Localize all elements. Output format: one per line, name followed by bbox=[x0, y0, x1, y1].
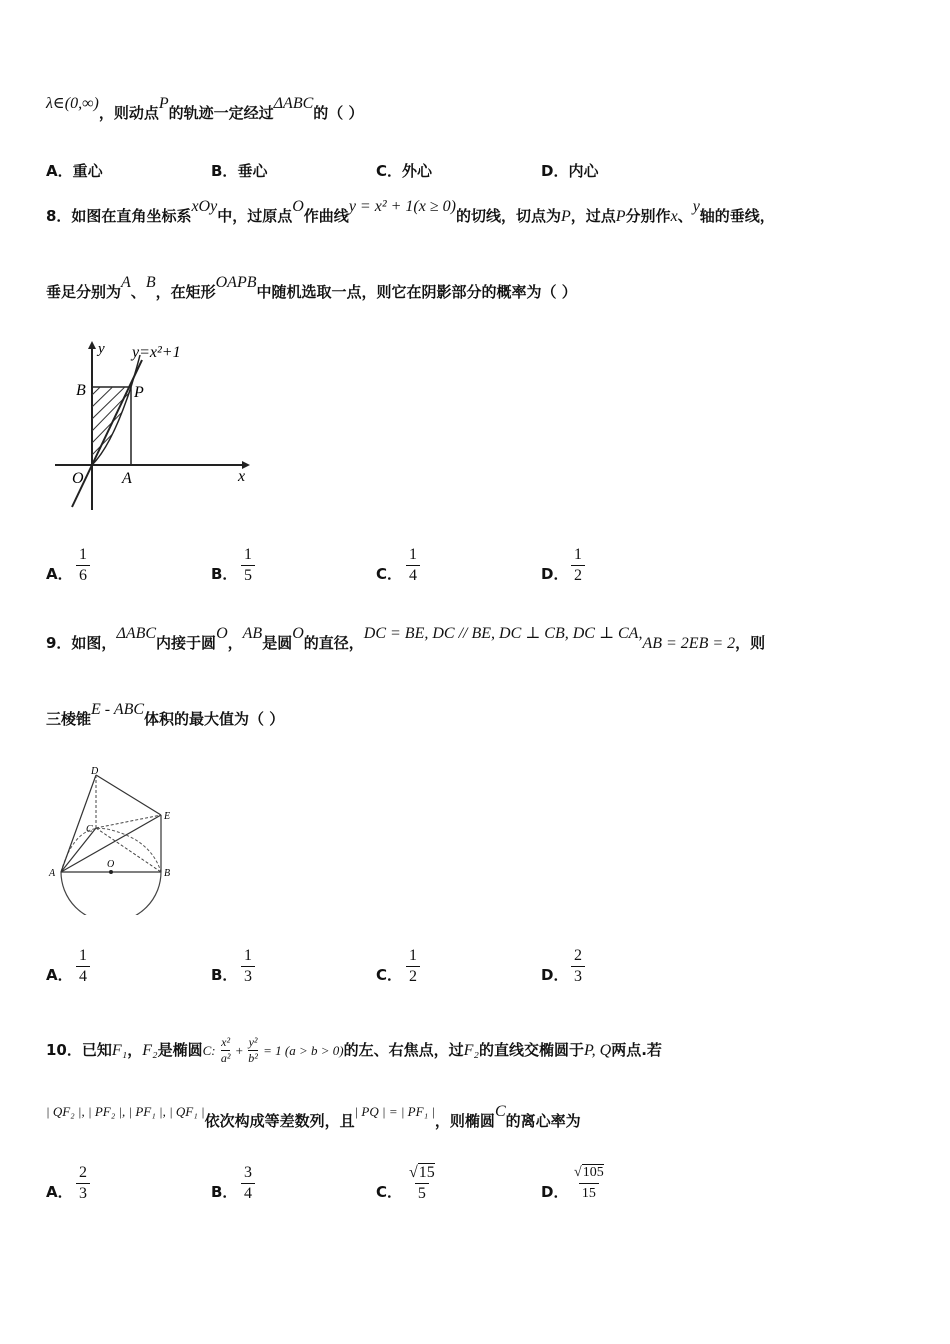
q8-stem-line-2 bbox=[46, 274, 577, 302]
q10-sequence: | QF₂ |, | PF₂ |, | PF₁ |, | QF₁ | bbox=[46, 1104, 205, 1119]
q9-label-e: E bbox=[164, 811, 171, 822]
q9-label-c: C bbox=[86, 824, 93, 835]
q8-label-o: O bbox=[72, 470, 84, 487]
option-label: A． bbox=[46, 966, 73, 984]
option-label: B． bbox=[211, 1183, 238, 1201]
q10-text-l2-1: 依次构成等差数列，且 bbox=[204, 1112, 355, 1130]
q9-circle-o: O bbox=[216, 625, 228, 642]
q10-ellipse-c: C: bbox=[202, 1043, 216, 1058]
fraction bbox=[241, 545, 255, 586]
fraction bbox=[241, 946, 255, 987]
q9-center-dot bbox=[109, 870, 113, 874]
q8-text-3: 作曲线 bbox=[303, 207, 349, 225]
q10-plus: + bbox=[235, 1043, 244, 1058]
q9-label-a: A bbox=[49, 868, 56, 879]
q10-f2-b: F₂ bbox=[463, 1042, 479, 1059]
q7-point-p: P bbox=[158, 95, 169, 112]
q10-ellipse-condition: = 1 (a > b > 0) bbox=[263, 1043, 344, 1058]
fraction bbox=[571, 946, 585, 987]
q10-text-l2-3: 的离心率为 bbox=[505, 1112, 581, 1130]
q8-y-axis: y bbox=[692, 198, 700, 215]
q8-text-2: 中，过原点 bbox=[217, 207, 293, 225]
fraction bbox=[241, 1163, 255, 1204]
fraction bbox=[76, 1163, 90, 1204]
q8-point-p: P bbox=[560, 208, 571, 225]
q9-pyramid-eabc: E - ABC bbox=[91, 701, 145, 718]
denominator: 4 bbox=[406, 565, 420, 586]
denominator: 5 bbox=[241, 565, 255, 586]
q8-text-5: ，过点 bbox=[570, 207, 616, 225]
denominator: 15 bbox=[579, 1183, 599, 1204]
q10-text-l2-2: ，则椭圆 bbox=[434, 1112, 495, 1130]
option-label: D． bbox=[541, 1183, 569, 1201]
sqrt-icon: √ bbox=[574, 1165, 582, 1180]
option-label: B． bbox=[211, 565, 238, 583]
q9-text-l2-1: 三棱锥 bbox=[46, 710, 92, 728]
fraction bbox=[406, 1163, 438, 1204]
option-label: C． bbox=[376, 162, 403, 180]
denominator: b² bbox=[248, 1051, 258, 1065]
q10-points-pq: P, Q bbox=[583, 1042, 612, 1059]
q8-point-b: B bbox=[145, 274, 156, 291]
q9-text-3: ， bbox=[227, 634, 243, 652]
q7-text-3: 的（ ） bbox=[313, 104, 364, 122]
q9-conditions: DC = BE, DC // BE, DC ⊥ CB, DC ⊥ CA, bbox=[363, 625, 643, 642]
q9-text-1: 9．如图， bbox=[46, 634, 117, 652]
q9-text-4: 是圆 bbox=[262, 634, 293, 652]
q7-option-d[interactable] bbox=[541, 160, 598, 210]
q9-semicircle bbox=[61, 872, 161, 915]
q8-rect-oapb: OAPB bbox=[215, 274, 257, 291]
q8-figure bbox=[50, 335, 260, 515]
fraction bbox=[406, 946, 420, 987]
q10-f1: F₁ bbox=[111, 1042, 128, 1059]
numerator: 1 bbox=[79, 947, 87, 964]
denominator: 6 bbox=[76, 565, 90, 586]
q8-x-axis: x bbox=[670, 208, 678, 225]
q8-text-l2-2: 、 bbox=[130, 283, 146, 301]
q10-equation: | PQ | = | PF₁ | bbox=[354, 1104, 435, 1119]
numerator: 2 bbox=[79, 1164, 87, 1181]
denominator: a² bbox=[220, 1051, 231, 1065]
radicand: 105 bbox=[582, 1165, 604, 1180]
denominator: 3 bbox=[571, 966, 585, 987]
q9-label-b: B bbox=[164, 868, 171, 879]
option-label: A． bbox=[46, 1183, 73, 1201]
q7-options bbox=[46, 160, 906, 210]
q8-text-4: 的切线，切点为 bbox=[455, 207, 561, 225]
q8-y-label: y bbox=[98, 341, 105, 357]
denominator: 3 bbox=[76, 1183, 90, 1204]
numerator bbox=[406, 1163, 438, 1183]
numerator: 1 bbox=[409, 947, 417, 964]
q9-label-d: D bbox=[91, 766, 99, 777]
q8-label-a: A bbox=[122, 470, 132, 487]
q9-text-l2-2: 体积的最大值为（ ） bbox=[144, 710, 285, 728]
q10-text-6: 两点.若 bbox=[611, 1041, 662, 1059]
denominator: 2 bbox=[571, 565, 585, 586]
option-label: C． bbox=[376, 1183, 403, 1201]
numerator bbox=[571, 1163, 607, 1183]
q7-triangle-abc: ΔABC bbox=[273, 95, 314, 112]
q8-x-label: x bbox=[238, 468, 246, 485]
q8-text-l2-3: ，在矩形 bbox=[155, 283, 216, 301]
option-label: C． bbox=[376, 966, 403, 984]
q9-text-6: ，则 bbox=[735, 634, 766, 652]
q8-text-6: 分别作 bbox=[625, 207, 671, 225]
q8-y-arrow-icon bbox=[88, 341, 96, 349]
denominator: 5 bbox=[415, 1183, 429, 1204]
q10-f2: F₂ bbox=[142, 1042, 158, 1059]
q10-text-1: 10．已知 bbox=[46, 1041, 112, 1059]
numerator: 1 bbox=[244, 546, 252, 563]
q8-text-1: 8．如图在直角坐标系 bbox=[46, 207, 192, 225]
q8-text-8: 轴的垂线， bbox=[699, 207, 775, 225]
option-label: D． bbox=[541, 162, 569, 180]
q7-text-2: 的轨迹一定经过 bbox=[168, 104, 274, 122]
q10-text-2: ， bbox=[127, 1041, 143, 1059]
option-text: 垂心 bbox=[237, 162, 268, 180]
numerator: 1 bbox=[244, 947, 252, 964]
q7-text-1: ，则动点 bbox=[98, 104, 159, 122]
option-text: 内心 bbox=[568, 162, 599, 180]
q9-circle-o-2: O bbox=[292, 625, 304, 642]
radicand: 15 bbox=[418, 1164, 435, 1181]
fraction bbox=[76, 946, 90, 987]
q7-lambda-condition: λ∈(0,∞) bbox=[46, 95, 99, 112]
fraction bbox=[406, 545, 420, 586]
option-label: D． bbox=[541, 565, 569, 583]
q10-ellipse-c-2: C bbox=[494, 1103, 506, 1120]
q10-stem-line-1 bbox=[46, 1035, 662, 1066]
numerator: 1 bbox=[79, 546, 87, 563]
q9-stem-line-1 bbox=[46, 625, 766, 653]
option-label: A． bbox=[46, 162, 73, 180]
q8-options bbox=[46, 546, 906, 613]
fraction bbox=[571, 545, 585, 586]
q10-text-3: 是椭圆 bbox=[157, 1041, 203, 1059]
sqrt-icon: √ bbox=[409, 1164, 418, 1181]
q8-text-l2-1: 垂足分别为 bbox=[46, 283, 122, 301]
denominator: 4 bbox=[241, 1183, 255, 1204]
q7-option-b[interactable] bbox=[211, 160, 267, 210]
fraction bbox=[571, 1163, 607, 1204]
option-label: C． bbox=[376, 565, 403, 583]
q9-stem-line-2 bbox=[46, 701, 285, 729]
q10-frac-y bbox=[248, 1035, 258, 1066]
numerator: x² bbox=[221, 1035, 231, 1049]
q8-text-l2-4: 中随机选取一点，则它在阴影部分的概率为（ ） bbox=[256, 283, 577, 301]
q8-curve-label: y=x²+1 bbox=[132, 344, 181, 361]
option-label: D． bbox=[541, 966, 569, 984]
q9-text-2: 内接于圆 bbox=[156, 634, 217, 652]
denominator: 2 bbox=[406, 966, 420, 987]
q8-point-p-2: P bbox=[615, 208, 626, 225]
option-text: 重心 bbox=[72, 162, 103, 180]
numerator: 3 bbox=[244, 1164, 252, 1181]
q9-text-5: 的直径， bbox=[303, 634, 364, 652]
q8-xoy: xOy bbox=[191, 198, 218, 215]
q7-option-a[interactable] bbox=[46, 160, 103, 210]
fraction bbox=[76, 545, 90, 586]
q8-origin-o: O bbox=[292, 198, 304, 215]
q9-label-o: O bbox=[107, 859, 115, 870]
q10-options bbox=[46, 1164, 906, 1231]
q8-stem-line-1 bbox=[46, 198, 775, 226]
numerator: 1 bbox=[574, 546, 582, 563]
q9-options bbox=[46, 947, 906, 1014]
q9-conditions-2: AB = 2EB = 2 bbox=[642, 635, 736, 652]
q9-triangle-abc: ΔABC bbox=[116, 625, 157, 642]
q10-text-5: 的直线交椭圆于 bbox=[478, 1041, 584, 1059]
q7-stem-line bbox=[46, 95, 364, 123]
q10-stem-line-2 bbox=[46, 1103, 581, 1131]
q8-text-7: 、 bbox=[677, 207, 693, 225]
denominator: 4 bbox=[76, 966, 90, 987]
numerator: 1 bbox=[409, 546, 417, 563]
option-label: B． bbox=[211, 966, 238, 984]
option-label: A． bbox=[46, 565, 73, 583]
numerator: y² bbox=[248, 1035, 258, 1049]
q9-figure bbox=[46, 760, 186, 915]
q10-frac-x bbox=[221, 1035, 231, 1066]
numerator: 2 bbox=[574, 947, 582, 964]
denominator: 3 bbox=[241, 966, 255, 987]
option-text: 外心 bbox=[402, 162, 433, 180]
q8-curve-equation: y = x² + 1(x ≥ 0) bbox=[348, 198, 456, 215]
q8-label-p: P bbox=[134, 384, 144, 401]
q10-text-4: 的左、右焦点，过 bbox=[343, 1041, 464, 1059]
q8-point-a: A bbox=[121, 274, 131, 291]
q9-ab: AB bbox=[242, 625, 263, 642]
option-label: B． bbox=[211, 162, 238, 180]
q8-label-b: B bbox=[76, 382, 86, 399]
